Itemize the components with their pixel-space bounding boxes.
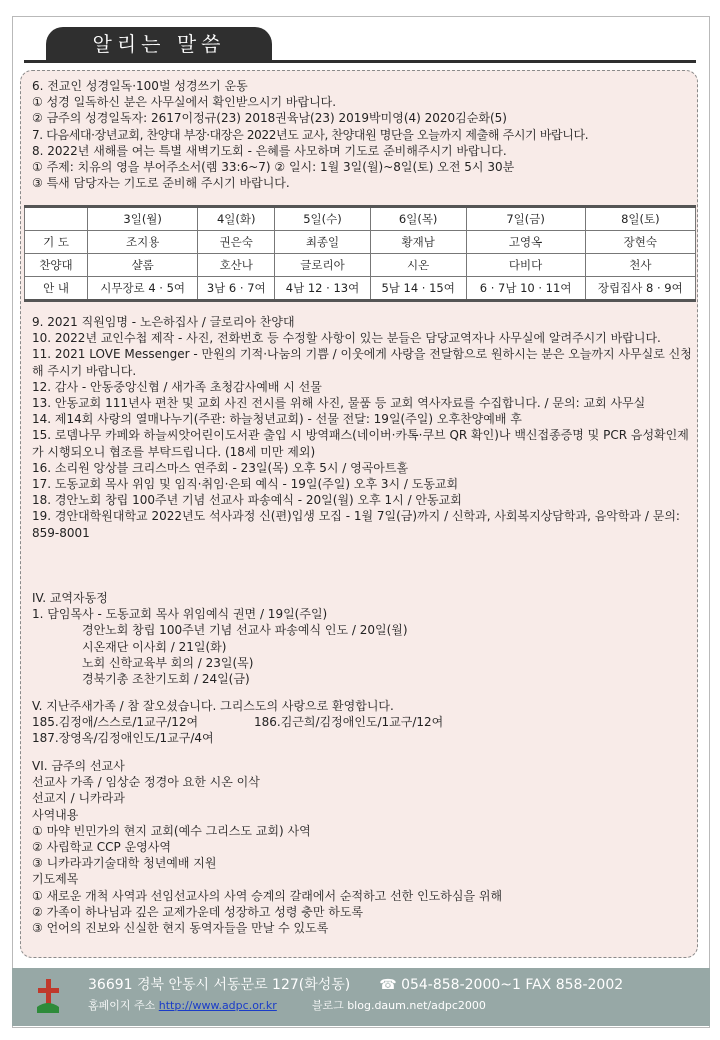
section-heading: VI. 금주의 선교사 xyxy=(32,759,125,773)
table-cell: 시온 xyxy=(370,254,466,277)
schedule-line: 경북기총 조찬기도회 / 24일(금) xyxy=(82,672,250,687)
table-cell: 찬양대 xyxy=(25,254,88,277)
table-header-cell: 3일(월) xyxy=(88,207,198,231)
table-cell: 호산나 xyxy=(198,254,275,277)
announcement-line: 15. 로뎀나무 카페와 하늘씨앗어린이도서관 출입 시 방역패스(네이버·카톡·쿠브 QR 확인)나 백신접종증명 및 PCR 음성확인제가 시행되오니 협조를 부탁드립니다. (18세 미만 제외) xyxy=(32,428,689,459)
new-member-entry: 185.김정애/스스로/1교구/12여 xyxy=(32,715,199,730)
church-cross-logo-icon xyxy=(34,977,62,1015)
announcement-line: ③ 특새 담당자는 기도로 준비해 주시기 바랍니다. xyxy=(32,176,290,191)
table-cell: 다비다 xyxy=(466,254,585,277)
announcement-line: 18. 경안노회 창립 100주년 기념 선교사 파송예식 - 20일(월) 오후 1시 / 안동교회 xyxy=(32,493,462,508)
pastor-schedule xyxy=(32,590,692,687)
table-header-cell: 6일(목) xyxy=(370,207,466,231)
table-cell: 장현숙 xyxy=(585,231,695,254)
table-cell: 6 · 7남 10 · 11여 xyxy=(466,277,585,301)
announcements-part2 xyxy=(32,314,692,541)
announcement-line: 7. 다음세대·장년교회, 찬양대 부장·대장은 2022년도 교사, 찬양대원 명단을 오늘까지 제출해 주시기 바랍니다. xyxy=(32,127,589,142)
announcements-part1 xyxy=(32,78,692,191)
mission-line: ② 사립학교 CCP 운영사역 xyxy=(32,840,171,855)
announcement-line: 16. 소리원 앙상블 크리스마스 연주회 - 23일(목) 오후 5시 / 영곡아트홀 xyxy=(32,460,409,475)
schedule-line: 1. 담임목사 - 도동교회 목사 위임예식 권면 / 19일(주일) xyxy=(32,607,328,622)
announcement-line: 19. 경안대학원대학교 2022년도 석사과정 신(편)입생 모집 - 1월 7일(금)까지 / 신학과, 사회복지상담학과, 음악학과 / 문의: 859-8001 xyxy=(32,509,680,540)
table-row xyxy=(25,277,696,301)
table-cell: 천사 xyxy=(585,254,695,277)
table-cell: 최종일 xyxy=(275,231,371,254)
blog-link[interactable]: 블로그 blog.daum.net/adpc2000 xyxy=(311,999,486,1012)
homepage-link[interactable]: http://www.adpc.or.kr xyxy=(158,999,277,1012)
announcement-line: ① 주제: 치유의 영을 부어주소서(렘 33:6~7) ② 일시: 1월 3일(월)~8일(토) 오전 5시 30분 xyxy=(32,160,515,175)
table-cell: 3남 6 · 7여 xyxy=(198,277,275,301)
table-cell: 샬롬 xyxy=(88,254,198,277)
missionary-of-the-week xyxy=(32,758,692,936)
mission-line: 선교지 / 니카라과 xyxy=(32,791,125,806)
mission-line: 선교사 가족 / 임상순 정경아 요한 시온 이삭 xyxy=(32,775,260,790)
mission-line: ② 가족이 하나님과 깊은 교제가운데 성장하고 성령 충만 하도록 xyxy=(32,904,364,919)
schedule-line: 노회 신학교육부 회의 / 23일(목) xyxy=(82,655,254,670)
table-header-cell: 5일(수) xyxy=(275,207,371,231)
section-heading: V. 지난주새가족 / 참 잘오셨습니다. 그리스도의 사랑으로 환영합니다. xyxy=(32,699,394,713)
announcement-line: 14. 제14회 사랑의 열매나누기(주관: 하늘청년교회) - 선물 전달: 19일(주일) 오후찬양예배 후 xyxy=(32,412,522,427)
table-cell: 장립집사 8 · 9여 xyxy=(585,277,695,301)
announcement-line: 13. 안동교회 111년사 편찬 및 교회 사진 전시를 위해 사진, 물품 등 교회 역사자료를 수집합니다. / 문의: 교회 사무실 xyxy=(32,396,646,411)
footer-phone: ☎ 054-858-2000~1 FAX 858-2002 xyxy=(379,977,624,993)
announcement-line: 9. 2021 직원임명 - 노은하집사 / 글로리아 찬양대 xyxy=(32,315,295,329)
footer-address: 36691 경북 안동시 서동문로 127(화성동) xyxy=(88,977,351,993)
prayer-schedule-table xyxy=(24,205,696,302)
table-cell: 고영옥 xyxy=(466,231,585,254)
schedule-line: 경안노회 창립 100주년 기념 선교사 파송예식 인도 / 20일(월) xyxy=(82,623,408,638)
table-row xyxy=(25,231,696,254)
footer-contact xyxy=(88,974,623,994)
table-cell: 기 도 xyxy=(25,231,88,254)
new-member-line: 187.장영옥/김정애인도/1교구/4여 xyxy=(32,731,214,746)
announcement-line: 10. 2022년 교인수첩 제작 - 사진, 전화번호 등 수정할 사항이 있는 분들은 담당교역자나 사무실에 알려주시기 바랍니다. xyxy=(32,331,661,346)
table-cell: 시무장로 4 · 5여 xyxy=(88,277,198,301)
homepage-label: 홈페이지 주소 xyxy=(88,999,156,1012)
announcement-line: 11. 2021 LOVE Messenger - 만원의 기적·나눔의 기쁨 / 이웃에게 사랑을 전달함으로 원하시는 분은 오늘까지 사무실로 신청해 주시기 바랍니다. xyxy=(32,347,692,378)
announcement-line: ② 금주의 성경일독자: 2617이정규(23) 2018권육남(23) 2019박미영(4) 2020김순화(5) xyxy=(32,111,507,126)
table-cell: 4남 12 · 13여 xyxy=(275,277,371,301)
new-member-entry: 186.김근희/김정애인도/1교구/12여 xyxy=(254,715,444,730)
mission-line: 기도제목 xyxy=(32,872,79,887)
announcement-line: 12. 감사 - 안동중앙신협 / 새가족 초청감사예배 시 선물 xyxy=(32,379,322,394)
table-cell: 권은숙 xyxy=(198,231,275,254)
section-heading: IV. 교역자동정 xyxy=(32,591,108,605)
table-cell: 글로리아 xyxy=(275,254,371,277)
announcement-line: 8. 2022년 새해를 여는 특별 새벽기도회 - 은혜를 사모하며 기도로 준비해주시기 바랍니다. xyxy=(32,143,507,158)
footer-links xyxy=(88,997,486,1013)
announcement-line: 17. 도동교회 목사 위임 및 임직·취임·은퇴 예식 - 19일(주일) 오후 3시 / 도동교회 xyxy=(32,477,459,492)
table-header-row xyxy=(25,207,696,231)
table-header-cell: 7일(금) xyxy=(466,207,585,231)
mission-line: 사역내용 xyxy=(32,807,79,822)
announcement-line: 6. 전교인 성경일독·100벌 성경쓰기 운동 xyxy=(32,79,248,93)
table-header-cell: 4일(화) xyxy=(198,207,275,231)
mission-line: ① 마약 빈민가의 현지 교회(예수 그리스도 교회) 사역 xyxy=(32,823,311,838)
table-cell: 조지용 xyxy=(88,231,198,254)
mission-line: ③ 언어의 진보와 신실한 현지 동역자들을 만날 수 있도록 xyxy=(32,921,329,936)
title-underline xyxy=(24,60,696,63)
table-row xyxy=(25,254,696,277)
table-header-cell xyxy=(25,207,88,231)
table-header-cell: 8일(토) xyxy=(585,207,695,231)
table-cell: 5남 14 · 15여 xyxy=(370,277,466,301)
mission-line: ① 새로운 개척 사역과 선임선교사의 사역 승계의 갈래에서 순적하고 선한 인도하심을 위해 xyxy=(32,888,503,903)
page-title: 알리는 말씀 xyxy=(46,27,272,61)
schedule-line: 시온재단 이사회 / 21일(화) xyxy=(82,639,227,654)
new-members xyxy=(32,698,692,747)
mission-line: ③ 니카라과기술대학 청년예배 지원 xyxy=(32,856,217,871)
new-member-line xyxy=(32,714,692,730)
announcement-line: ① 성경 일독하신 분은 사무실에서 확인받으시기 바랍니다. xyxy=(32,95,337,110)
table-cell: 안 내 xyxy=(25,277,88,301)
table-cell: 황재남 xyxy=(370,231,466,254)
